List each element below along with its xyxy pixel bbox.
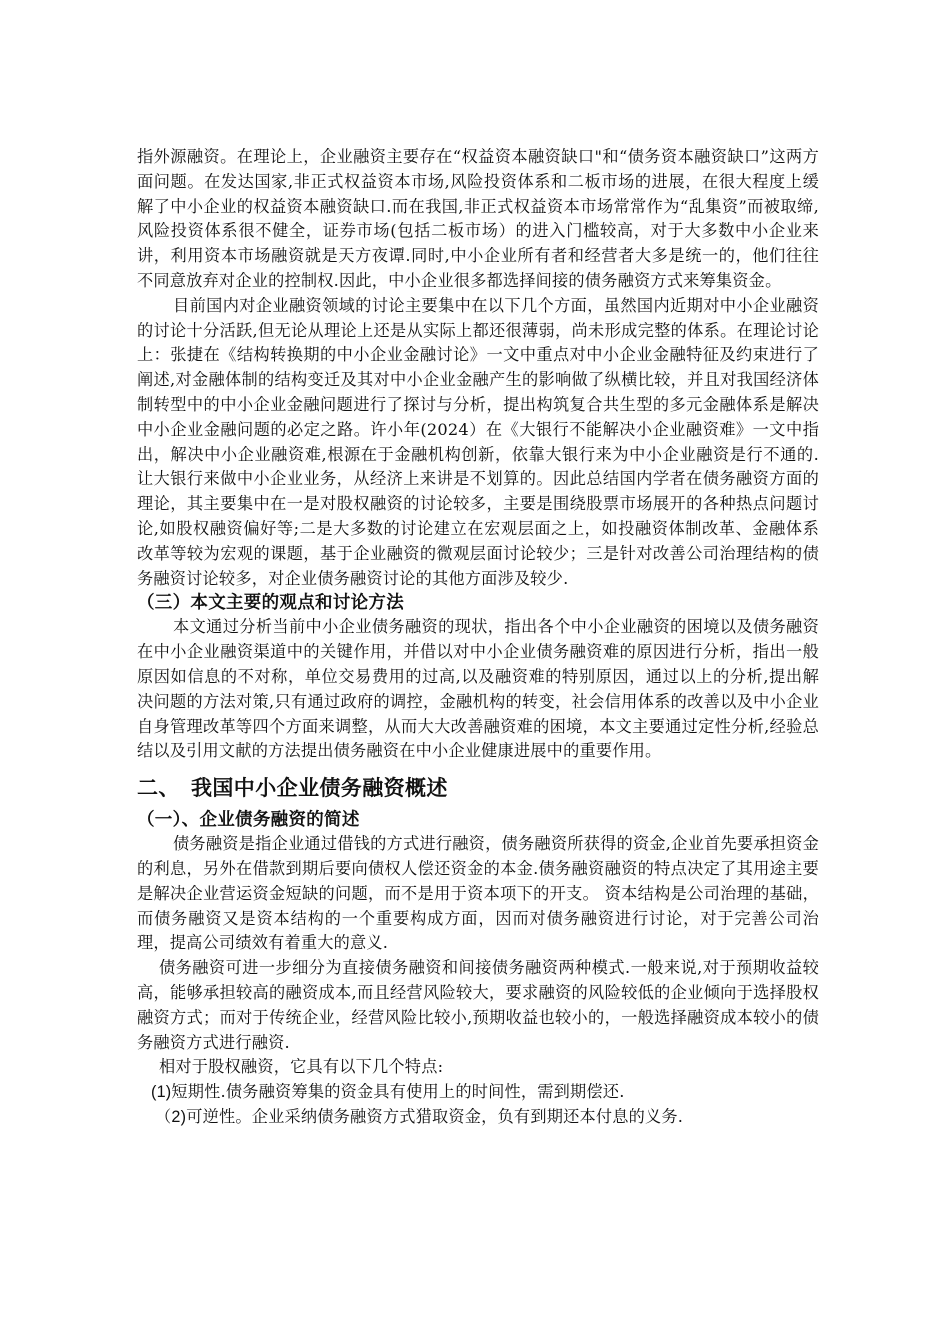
paragraph-external-financing: 指外源融资。在理论上，企业融资主要存在“权益资本融资缺口"和“债务资本融资缺口”这两方面问题。在发达国家,非正式权益资本市场,风险投资体系和二板市场的进展，在很大程度上缓解了中小企业的权益资本融资缺口.而在我国,非正式权益资本市场常常作为“乱集资”而被取缔,风险投资体系很不健全，证券市场(包括二板市场）的进入门槛较高，对于大多数中小企业来讲，利用资本市场融资就是天方夜谭.同时,中小企业所有者和经营者大多是统一的，他们往往不同意放弃对企业的控制权.因此，中小企业很多都选择间接的债务融资方式来筹集资金。 xyxy=(137,147,819,290)
list-item-marker: （2) xyxy=(155,1107,187,1126)
paragraph-debt-definition: 债务融资是指企业通过借钱的方式进行融资，债务融资所获得的资金,企业首先要承担资金的利息，另外在借款到期后要向债权人偿还资金的本金.债务融资融资的特点决定了其用途主要是解决企业营运资金短缺的问题，而不是用于资本项下的开支。 资本结构是公司治理的基础，而债务融资又是资本结构的一个重要构成方面，因而对债务融资进行讨论，对于完善公司治理，提高公司绩效有着重大的意义. xyxy=(137,834,819,953)
paragraph-features-intro: 相对于股权融资，它具有以下几个特点: xyxy=(159,1057,444,1077)
section-heading-debt-overview: （一）、企业债务融资的简述 xyxy=(137,810,360,831)
chapter-heading xyxy=(137,772,819,804)
list-item-marker: (1) xyxy=(151,1083,172,1102)
list-item-text: 可逆性。企业采纳债务融资方式猎取资金，负有到期还本付息的义务. xyxy=(186,1106,684,1126)
paragraph-domestic-research: 目前国内对企业融资领域的讨论主要集中在以下几个方面，虽然国内近期对中小企业融资的讨论十分活跃,但无论从理论上还是从实际上都还很薄弱，尚未形成完整的体系。在理论讨论上：张捷在《结构转换期的中小企业金融讨论》一文中重点对中小企业金融特征及约束进行了阐述,对金融体制的结构变迁及其对中小企业金融产生的影响做了纵横比较，并且对我国经济体制转型中的中小企业金融问题进行了探讨与分析，提出构筑复合共生型的多元金融体系是解决中小企业金融问题的必定之路。许小年(2024）在《大银行不能解决小企业融资难》一文中指出，解决中小企业融资难,根源在于金融机构创新，依靠大银行来为中小企业融资是行不通的. 让大银行来做中小企业业务，从经济上来讲是不划算的。因此总结国内学者在债务融资方面的理论，其主要集中在一是对股权融资的讨论较多，主要是围绕股票市场展开的各种热点问题讨论,如股权融资偏好等;二是大多数的讨论建立在宏观层面之上，如投融资体制改革、金融体系改革等较为宏观的课题，基于企业融资的微观层面讨论较少；三是针对改善公司治理结构的债务融资讨论较多，对企业债务融资讨论的其他方面涉及较少. xyxy=(137,295,819,588)
page-content xyxy=(137,145,819,1130)
list-item xyxy=(137,1080,819,1105)
list-item xyxy=(137,1105,819,1130)
section-heading-viewpoints: （三）本文主要的观点和讨论方法 xyxy=(137,593,404,614)
paragraph-debt-modes: 债务融资可进一步细分为直接债务融资和间接债务融资两种模式.一般来说,对于预期收益较高，能够承担较高的融资成本,而且经营风险较大，要求融资的风险较低的企业倾向于选择股权融资方式；而对于传统企业，经营风险比较小,预期收益也较小的，一般选择融资成本较小的债务融资方式进行融资. xyxy=(137,958,819,1052)
list-item-text: 短期性.债务融资筹集的资金具有使用上的时间性，需到期偿还. xyxy=(171,1082,625,1102)
chapter-number: 二、 xyxy=(137,776,180,801)
chapter-title: 我国中小企业债务融资概述 xyxy=(191,776,448,801)
paragraph-methodology: 本文通过分析当前中小企业债务融资的现状，指出各个中小企业融资的困境以及债务融资在中小企业融资渠道中的关键作用，并借以对中小企业债务融资难的原因进行分析，指出一般原因如信息的不对称，单位交易费用的过高,以及融资难的特别原因，通过以上的分析,提出解决问题的方法对策,只有通过政府的调控，金融机构的转变，社会信用体系的改善以及中小企业自身管理改革等四个方面来调整，从而大大改善融资难的困境，本文主要通过定性分析,经验总结以及引用文献的方法提出债务融资在中小企业健康进展中的重要作用。 xyxy=(137,617,819,761)
